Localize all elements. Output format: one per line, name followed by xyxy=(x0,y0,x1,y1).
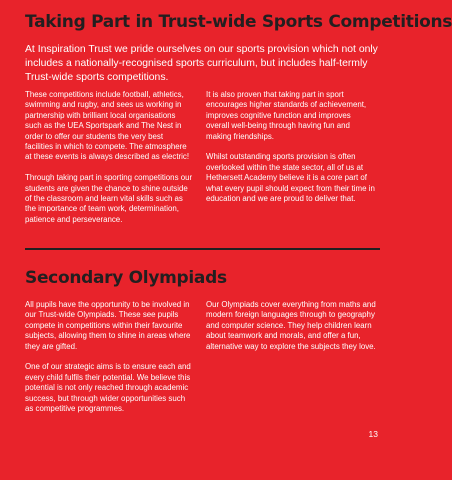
body-paragraph: Through taking part in sporting competitions our students are given the chance to shine outside of the classroom and learn vital skills such as the importance of team work, determination, patience and perseverance. xyxy=(25,173,193,224)
body-paragraph: All pupils have the opportunity to be involved in our Trust-wide Olympiads. These see pupils compete in competitions within their favourite subjects, allowing them to shine in areas where they are gifted. xyxy=(25,300,191,351)
body-paragraph: One of our strategic aims is to ensure each and every child fulfils their potential. We believe this potential is not only reached through academic success, but through wider opportunities such as competitive programmes. xyxy=(25,362,191,414)
olympiads-right-column xyxy=(206,300,378,362)
page-number: 13 xyxy=(368,429,378,439)
section-divider xyxy=(25,248,380,250)
sports-right-column xyxy=(206,90,376,215)
body-paragraph: Whilst outstanding sports provision is often overlooked within the state sector, all of us at Hethersett Academy believe it is a core part of what every pupil should expect from their time in education and we are proud to deliver that. xyxy=(206,152,375,204)
body-paragraph: It is also proven that taking part in sport encourages higher standards of achievement, improves cognitive function and improves overall well-being through having fun and making friendships. xyxy=(206,90,367,141)
body-paragraph: These competitions include football, athletics, swimming and rugby, and sees us working in partnership with brilliant local organisations such as the UEA Sportspark and The Nest in order to offer our students the very best facilities in which to compete. The atmosphere at these events is always described as electric! xyxy=(25,90,190,162)
intro-paragraph: At Inspiration Trust we pride ourselves on our sports provision which not only includes a nationally-recognised sports curriculum, but includes half-termly Trust-wide sports competitions. xyxy=(25,44,378,83)
body-paragraph: Our Olympiads cover everything from maths and modern foreign languages through to geography and computer science. They help children learn about teamwork and morals, and offer a fun, alternative way to explore the subjects they love. xyxy=(206,300,376,351)
section-heading: Secondary Olympiads xyxy=(25,268,227,288)
olympiads-left-column xyxy=(25,300,193,425)
page-title: Taking Part in Trust-wide Sports Competitions xyxy=(25,12,452,32)
sports-left-column xyxy=(25,90,193,236)
